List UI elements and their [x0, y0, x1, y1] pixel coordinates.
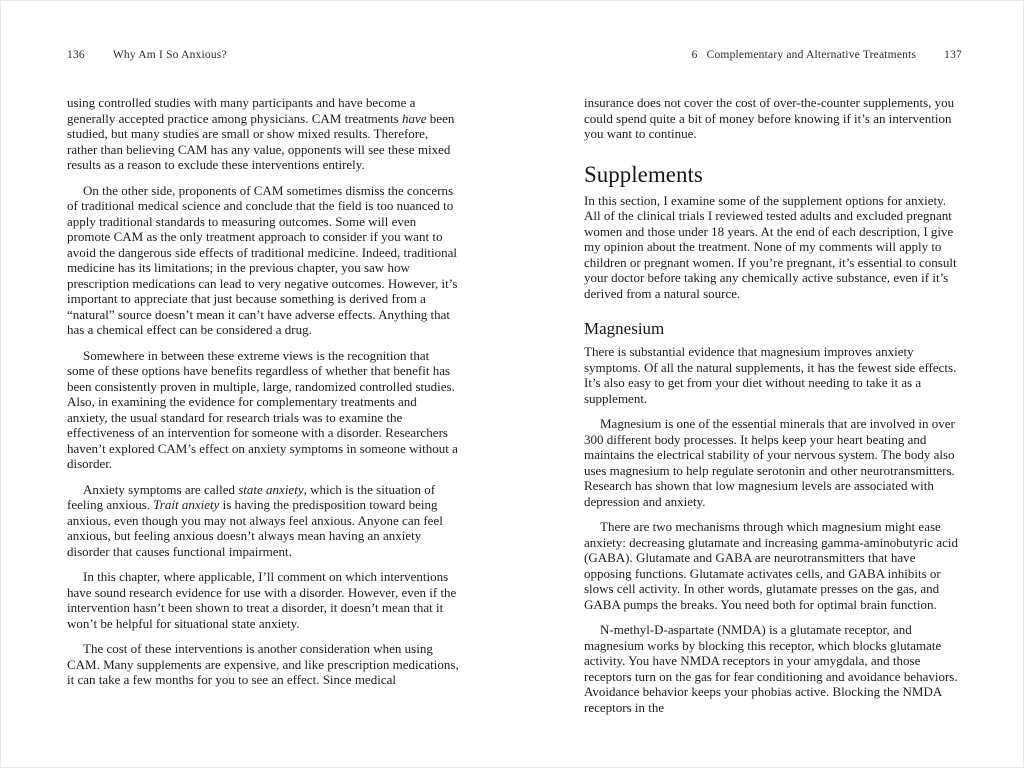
chapter-title: Complementary and Alternative Treatments — [706, 49, 917, 61]
paragraph: In this section, I examine some of the supplement options for anxiety. All of the clinical trials I reviewed tested adults and excluded pregnant women and those under 18 years. At the end of each description, I give my opinion about the treatment. None of my comments will apply to children or pregnant women. If you’re pregnant, it’s essential to consult your doctor before taking any chemically active substance, even if it’s derived from a natural source. — [584, 192, 957, 301]
left-running-head — [67, 49, 459, 61]
left-page-number: 136 — [67, 49, 85, 61]
subsection-heading-magnesium: Magnesium — [584, 319, 665, 338]
section-heading-supplements: Supplements — [584, 161, 703, 187]
right-running-head — [584, 49, 962, 61]
paragraph: In this chapter, where applicable, I’ll comment on which interventions have sound research evidence for use with a disorder. However, even if the intervention hasn’t been shown to treat a disorder, it doesn’t mean that it won’t be helpful for situational state anxiety. — [67, 569, 457, 631]
paragraph: There are two mechanisms through which magnesium might ease anxiety: decreasing glutamate and increasing gamma-aminobutyric acid (GABA). Glutamate and GABA are neurotransmitters that have opposing functions. Glutamate activates cells, and GABA inhibits or slows cell activity. In other words, glutamate presses on the gas, and GABA pumps the breaks. You need both for optimal brain function. — [584, 519, 958, 612]
book-title: Why Am I So Anxious? — [112, 49, 227, 61]
paragraph: using controlled studies with many participants and have become a generally accepted practice among physicians. CAM treatments have been studied, but many studies are small or show mixed results. Therefore, rather than believing CAM has any value, opponents will see these mixed results as a reason to exclude these interventions entirely. — [67, 95, 455, 172]
paragraph: The cost of these interventions is another consideration when using CAM. Many supplements are expensive, and like prescription medications, it can take a few months for you to see an effect. Since medical — [67, 641, 459, 687]
paragraph: Anxiety symptoms are called state anxiety, which is the situation of feeling anxious. Trait anxiety is having the predisposition toward being anxious, even though you may not always feel anxious. Anyone can feel anxious, but feeling anxious doesn’t always mean having an anxiety disorder that causes functional impairment. — [67, 481, 443, 559]
left-page-body — [67, 95, 459, 688]
paragraph: Magnesium is one of the essential minerals that are involved in over 300 different body processes. It helps keep your heart beating and maintains the electrical stability of your nervous system. The body also uses magnesium to help regulate serotonin and other neurotransmitters. Research has shown that low magnesium levels are associated with depression and anxiety. — [584, 416, 955, 509]
right-page-body — [584, 95, 962, 715]
page-right — [584, 49, 962, 725]
paragraph: There is substantial evidence that magnesium improves anxiety symptoms. Of all the natural supplements, it has the fewest side effects. It’s also easy to get from your diet without needing to take it as a supplement. — [584, 344, 957, 406]
page-left — [67, 49, 459, 698]
paragraph: N-methyl-D-aspartate (NMDA) is a glutamate receptor, and magnesium works by blocking this receptor, which blocks glutamate activity. You have NMDA receptors in your amygdala, and those receptors turn on the gas for fear conditioning and avoidance behaviors. Avoidance behavior keeps your phobias active. Blocking the NMDA receptors in the — [584, 622, 958, 715]
right-page-number: 137 — [944, 49, 962, 61]
chapter-number: 6 — [691, 49, 698, 61]
paragraph: Somewhere in between these extreme views is the recognition that some of these options have benefits regardless of whether that benefit has been consistently proven in multiple, large, randomized controlled studies. Also, in examining the evidence for complementary treatments and anxiety, the usual standard for research trials was to examine the effectiveness of an intervention for someone with a disorder. Researchers haven’t explored CAM’s effect on anxiety symptoms in someone without a disorder. — [67, 347, 458, 471]
paragraph: insurance does not cover the cost of over-the-counter supplements, you could spend quite a bit of money before knowing if it’s an intervention you want to continue. — [584, 95, 955, 141]
paragraph: On the other side, proponents of CAM sometimes dismiss the concerns of traditional medical science and conclude that the field is too nuanced to apply traditional standards to measuring outcomes. Some will even promote CAM as the only treatment approach to consider if you want to avoid the dangerous side effects of traditional medicine. Indeed, traditional medicine has its limitations; in the previous chapter, you saw how prescription medications can lead to very negative outcomes. However, it’s important to appreciate that just because something is derived from a “natural” source doesn’t mean it can’t have adverse effects. Anything that has a chemical effect can be considered a drug. — [67, 182, 458, 337]
